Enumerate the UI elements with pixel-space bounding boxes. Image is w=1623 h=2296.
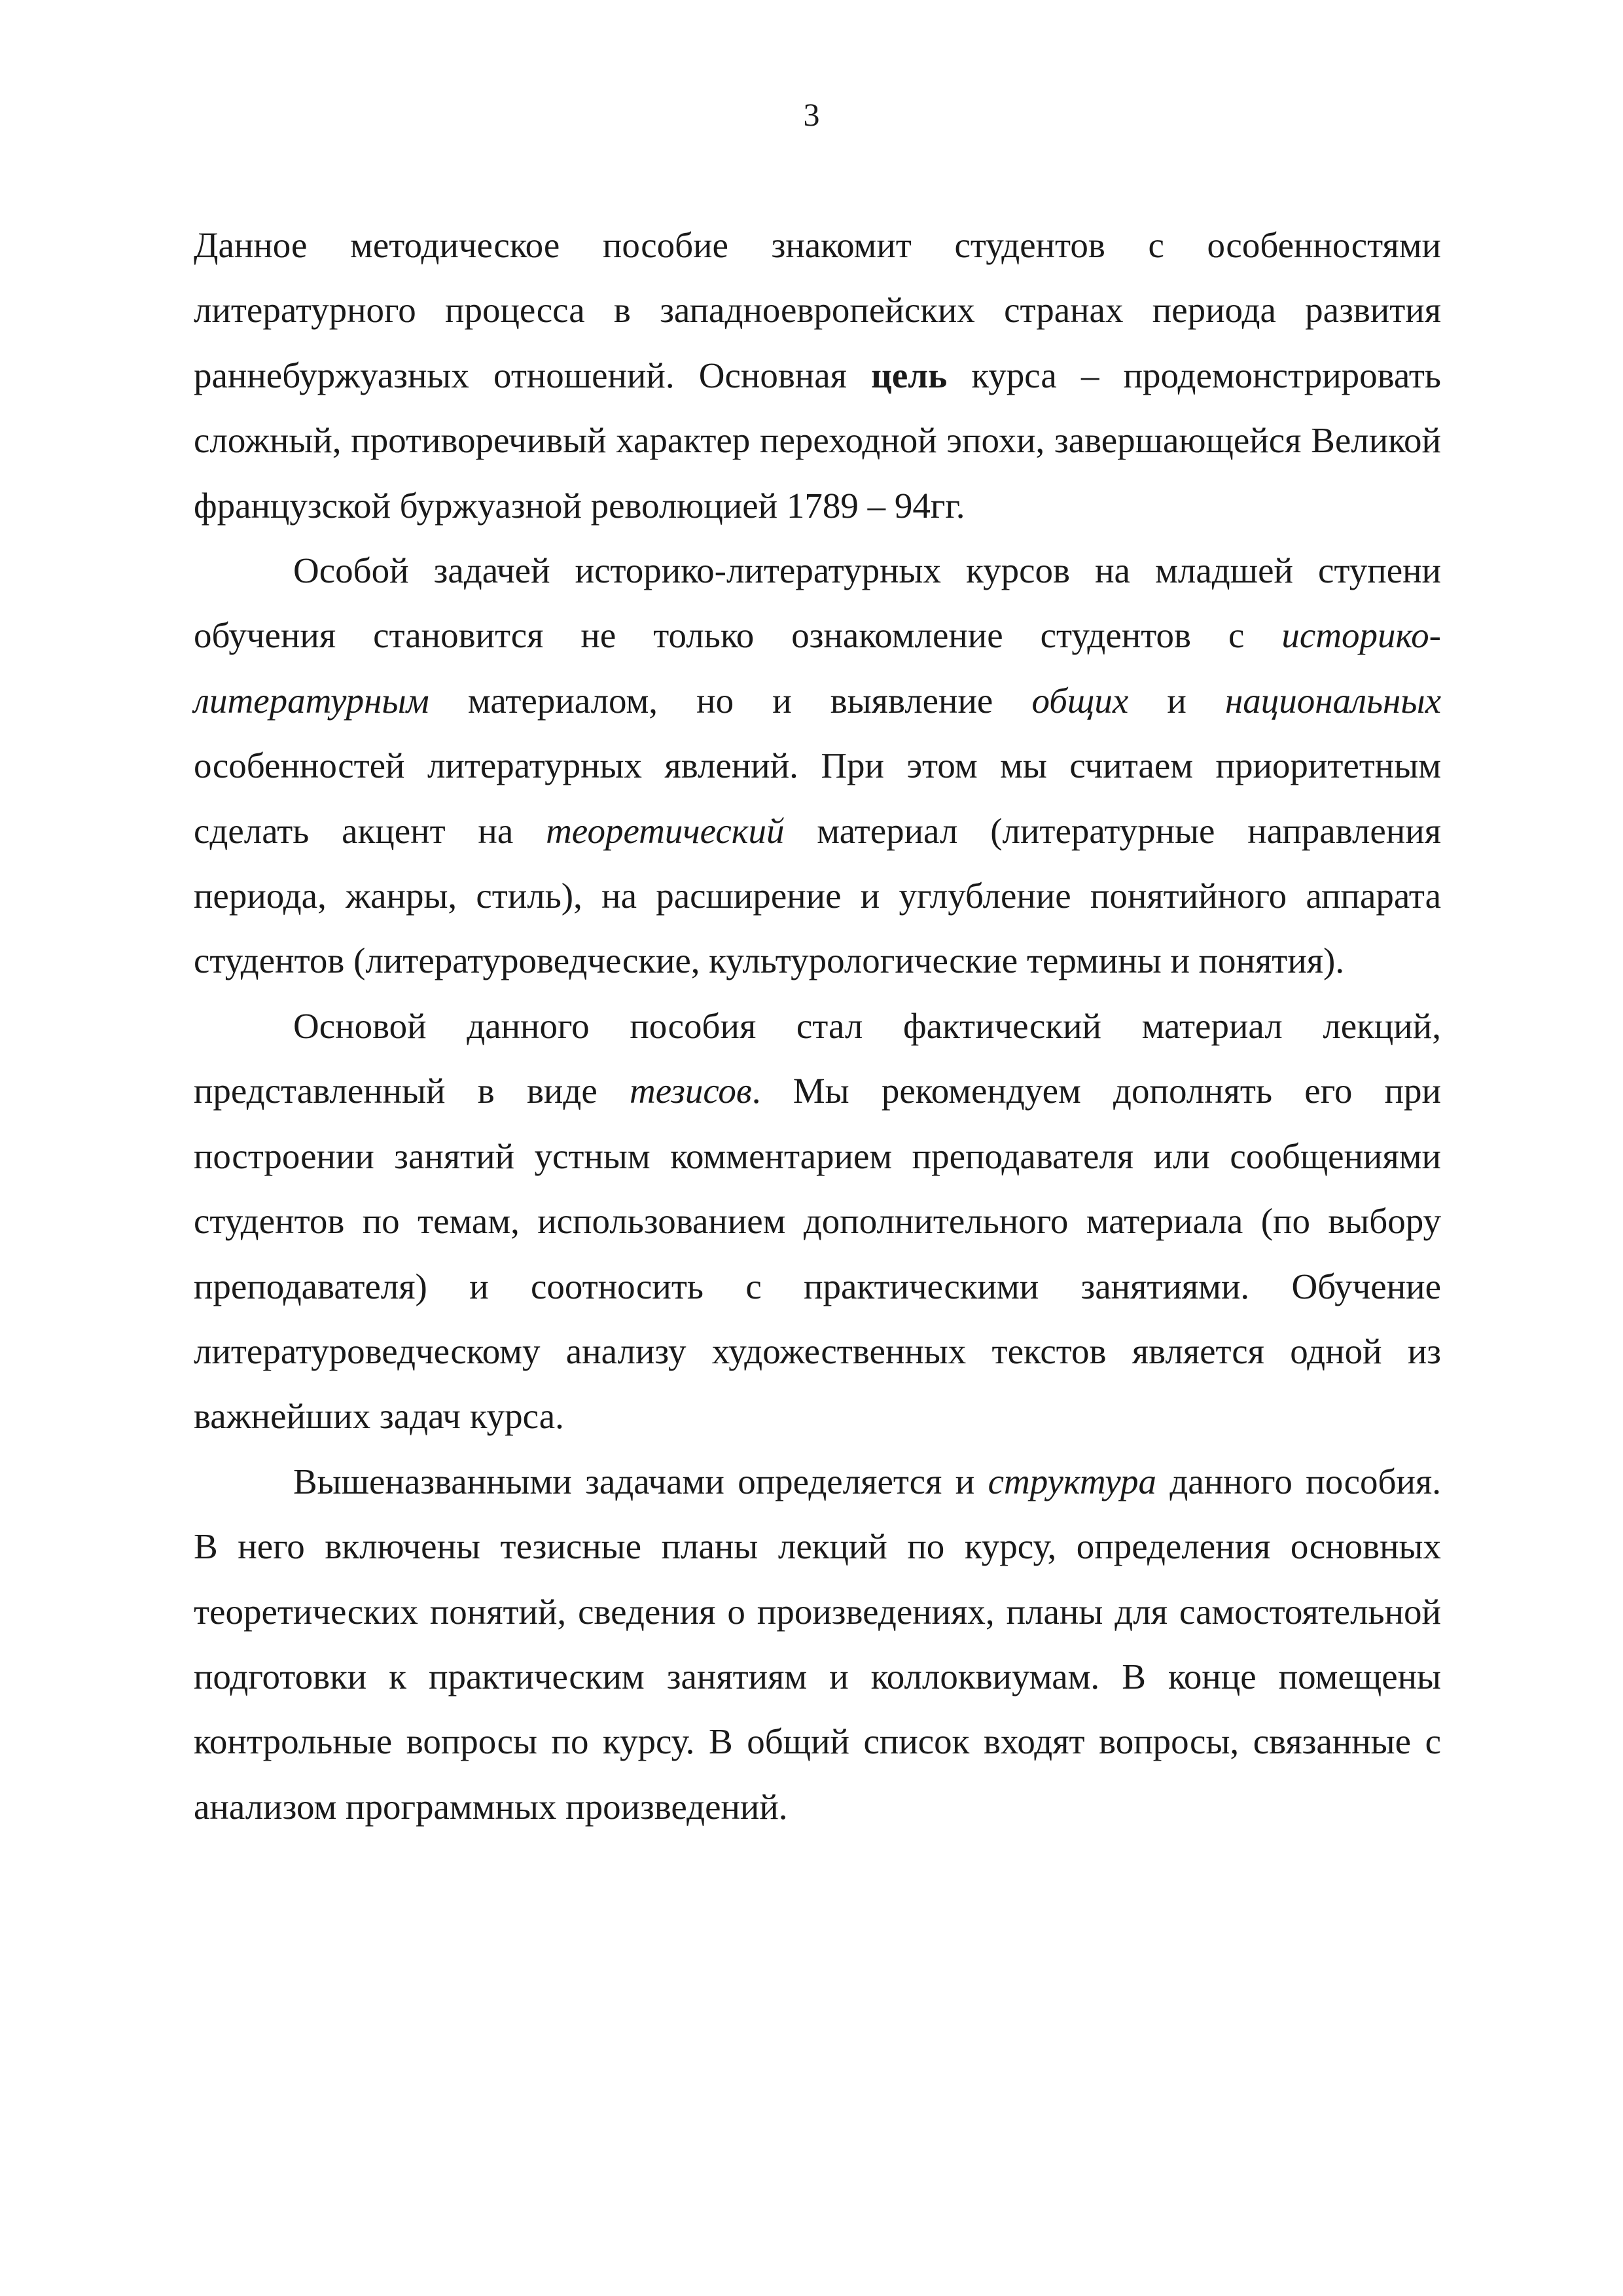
text-segment: Данное методическое пособие знакомит студентов с особенностями литературного процесса в западноевропейских странах периода развития раннебуржуазных отношений. Основная: [194, 225, 1441, 395]
paragraph-intro: [194, 213, 1441, 538]
text-segment-italic: историко-литературным: [194, 615, 1441, 721]
text-segment: данного пособия. В него включены тезисные планы лекций по курсу, определения основных теоретических понятий, сведения о произведениях, планы для самостоятельной подготовки к практическим занятиям и коллоквиумам. В конце помещены контрольные вопросы по курсу. В общий список входят вопросы, связанные с анализом программных произведений.: [194, 1461, 1441, 1827]
text-segment-bold: цель: [871, 355, 948, 395]
document-body: [194, 213, 1441, 1839]
text-segment-italic: теоретический: [546, 810, 785, 851]
text-segment-italic: структура: [988, 1461, 1156, 1501]
text-segment: курса – продемонстрировать сложный, противоречивый характер переходной эпохи, завершающейся Великой французской буржуазной революцией 1789 – 94гг.: [194, 355, 1441, 526]
text-segment-italic: общих: [1031, 680, 1129, 721]
text-segment: и: [1128, 680, 1225, 721]
text-segment-italic: тезисов: [630, 1071, 752, 1111]
text-segment-italic: национальных: [1224, 680, 1441, 721]
text-segment: Вышеназванными задачами определяется и: [293, 1461, 988, 1501]
text-segment: материалом, но и выявление: [429, 680, 1032, 721]
text-segment: особенностей литературных явлений. При этом мы считаем приоритетным сделать акцент на: [194, 745, 1441, 851]
text-segment: материал (литературные направления периода, жанры, стиль), на расширение и углубление понятийного аппарата студентов (литературоведческие, культурологические термины и понятия).: [194, 810, 1441, 981]
text-segment: Особой задачей историко-литературных курсов на младшей ступени обучения становится не только ознакомление студентов с: [194, 550, 1441, 656]
paragraph-tasks: [194, 538, 1441, 994]
paragraph-basis: [194, 994, 1441, 1449]
page-number: 3: [803, 96, 820, 133]
paragraph-structure: [194, 1449, 1441, 1839]
text-segment: Основой данного пособия стал фактический материал лекций, представленный в виде: [194, 1005, 1441, 1111]
text-segment: . Мы рекомендуем дополнять его при построении занятий устным комментарием преподавателя или сообщениями студентов по темам, использованием дополнительного материала (по выбору преподавателя) и соотносить с практическими занятиями. Обучение литературоведческому анализу художественных текстов является одной из важнейших задач курса.: [194, 1071, 1441, 1437]
